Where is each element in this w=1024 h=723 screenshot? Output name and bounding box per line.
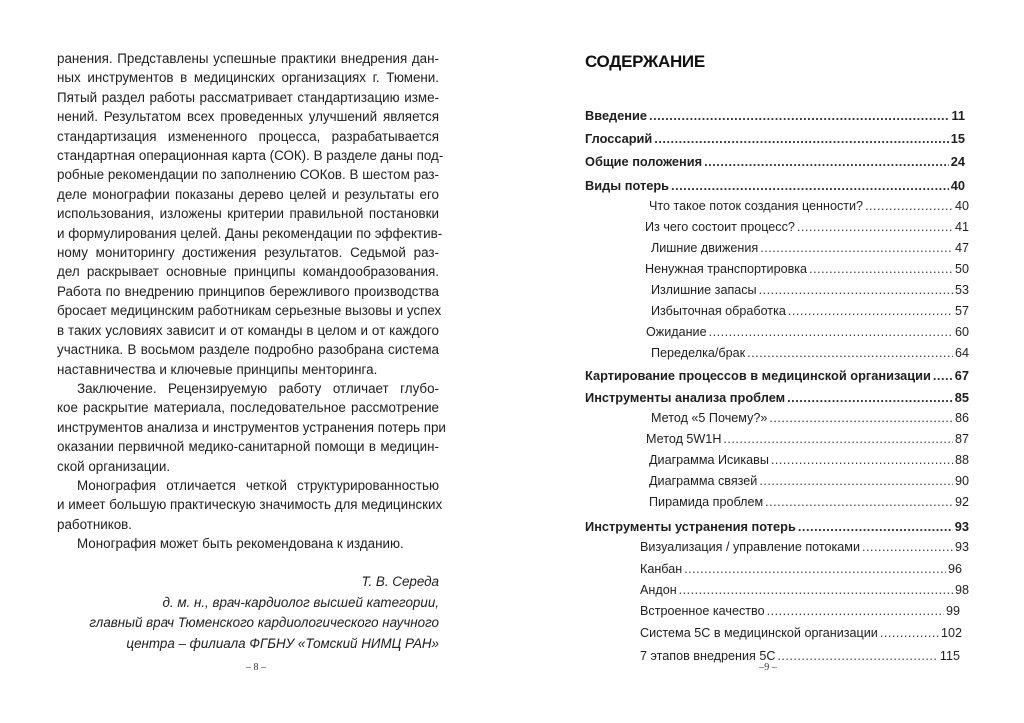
paragraph <box>57 379 446 476</box>
toc-entry-label: Ненужная транспортировка <box>645 262 808 276</box>
text-line: Работа по внедрению принципов бережливого производства <box>57 283 439 299</box>
toc-entry-label: Картирование процессов в медицинской организации <box>585 368 931 383</box>
text-line: инструментов анализа и инструментов устранения потерь при <box>57 419 446 435</box>
toc-section-entry[interactable] <box>585 131 965 146</box>
toc-subsection-entry[interactable] <box>646 325 969 339</box>
right-page <box>512 0 1024 723</box>
toc-entry-label: Общие положения <box>585 154 703 169</box>
toc-section-entry[interactable] <box>585 390 969 405</box>
text-line: стандартизация измененного процесса, разрабатывается <box>57 128 439 144</box>
toc-entry-page-number: 11 <box>951 108 965 123</box>
toc-entry-page-number: 85 <box>954 390 969 405</box>
toc-entry-page-number: 15 <box>950 131 965 146</box>
toc-section-entry[interactable] <box>585 519 969 534</box>
toc-entry-page-number: 41 <box>954 220 969 234</box>
toc-entry-label: Метод «5 Почему?» <box>651 411 768 425</box>
text-line: бросает медицинским работникам серьезные вызовы и успех <box>57 303 442 319</box>
toc-subsection-entry[interactable] <box>649 495 969 509</box>
toc-subsection-entry[interactable] <box>649 199 969 213</box>
toc-section-entry[interactable] <box>585 108 965 123</box>
toc-entry-label: Встроенное качество <box>640 604 765 618</box>
toc-entry-label: Диаграмма связей <box>649 474 758 488</box>
toc-entry-label: Пирамида проблем <box>649 495 764 509</box>
toc-subsection-entry[interactable] <box>646 432 969 446</box>
toc-entry-page-number: 102 <box>940 626 962 640</box>
toc-section-entry[interactable] <box>585 154 965 169</box>
toc-dot-leader <box>777 649 937 663</box>
toc-dot-leader <box>933 368 953 383</box>
toc-entry-page-number: 115 <box>939 649 960 663</box>
toc-entry-label: Канбан <box>640 562 683 576</box>
toc-entry-page-number: 96 <box>947 562 962 576</box>
toc-entry-label: Переделка/брак <box>651 346 746 360</box>
toc-dot-leader <box>704 154 949 169</box>
reviewer-title-line-1: д. м. н., врач-кардиолог высшей категории, <box>162 594 439 610</box>
text-line: Монография отличается четкой структурированностью <box>77 477 439 493</box>
toc-entry-label: Андон <box>640 583 677 597</box>
toc-entry-page-number: 90 <box>954 474 969 488</box>
toc-dot-leader <box>865 199 953 213</box>
toc-dot-leader <box>649 108 949 123</box>
toc-dot-leader <box>788 304 953 318</box>
reviewer-name: Т. В. Середа <box>361 574 439 589</box>
text-line: ных инструментов в медицинских организациях г. Тюмени. <box>57 70 439 86</box>
toc-entry-page-number: 99 <box>945 604 960 618</box>
text-line: Заключение. Рецензируемую работу отличает глубо- <box>77 380 439 396</box>
text-line: оказании первичной медико-санитарной помощи в медицин- <box>57 439 439 455</box>
toc-subsection-entry[interactable] <box>651 346 969 360</box>
toc-entry-page-number: 47 <box>954 241 969 255</box>
toc-entry-page-number: 53 <box>954 283 969 297</box>
toc-entry-label: 7 этапов внедрения 5С <box>640 649 776 663</box>
text-line: Пятый раздел работы рассматривает стандартизацию изме- <box>57 89 439 105</box>
toc-entry-page-number: 87 <box>954 432 969 446</box>
page-number-right: –9 – <box>759 662 777 673</box>
toc-entry-label: Излишние запасы <box>651 283 757 297</box>
toc-entry-page-number: 24 <box>950 154 965 169</box>
reviewer-signature <box>19 572 439 654</box>
review-text <box>57 49 446 554</box>
toc-dot-leader <box>679 583 953 597</box>
toc-dot-leader <box>787 390 953 405</box>
toc-dot-leader <box>759 474 953 488</box>
toc-title: СОДЕРЖАНИЕ <box>585 52 705 71</box>
paragraph <box>57 476 443 534</box>
toc-subsection-entry[interactable] <box>640 540 969 554</box>
toc-subsection-entry[interactable] <box>651 411 969 425</box>
toc-dot-leader <box>809 262 953 276</box>
toc-subsection-entry[interactable] <box>640 604 960 618</box>
toc-entry-page-number: 93 <box>954 540 969 554</box>
text-line: использования, изложены критерии правильной постановки <box>57 206 439 222</box>
toc-entry-page-number: 40 <box>950 178 965 193</box>
toc-entry-page-number: 98 <box>954 583 969 597</box>
toc-entry-label: Из чего состоит процесс? <box>645 220 795 234</box>
toc-dot-leader <box>671 178 949 193</box>
text-line: деле монографии показаны дерево целей и результаты его <box>57 186 439 202</box>
toc-dot-leader <box>759 283 953 297</box>
toc-dot-leader <box>862 540 953 554</box>
text-line: дел раскрывает основные принципы командообразования. <box>57 264 439 280</box>
toc-entry-label: Инструменты анализа проблем <box>585 390 786 405</box>
text-line: наставничества и ключевые принципы менторинга. <box>57 361 378 377</box>
reviewer-title-line-3: центра – филиала ФГБНУ «Томский НИМЦ РАН» <box>126 635 439 651</box>
toc-entry-page-number: 93 <box>954 519 969 534</box>
toc-dot-leader <box>765 495 953 509</box>
toc-entry-label: Система 5С в медицинской организации <box>640 626 878 640</box>
toc-entry-label: Лишние движения <box>651 241 759 255</box>
toc-entry-label: Что такое поток создания ценности? <box>649 199 864 213</box>
text-line: ской организации. <box>57 458 171 474</box>
toc-section-entry[interactable] <box>585 368 969 383</box>
toc-entry-label: Метод 5W1H <box>646 432 722 446</box>
toc-entry-page-number: 86 <box>954 411 969 425</box>
text-line: ному мониторингу достижения результатов. Седьмой раз- <box>57 245 439 261</box>
toc-section-entry[interactable] <box>585 178 965 193</box>
text-line: стандартная операционная карта (СОК). В разделе даны под- <box>57 148 444 164</box>
toc-dot-leader <box>709 325 953 339</box>
toc-entry-page-number: 50 <box>954 262 969 276</box>
toc-dot-leader <box>654 131 948 146</box>
text-line: кое раскрытие материала, последовательное рассмотрение <box>57 400 439 416</box>
toc-subsection-entry[interactable] <box>645 262 969 276</box>
toc-entry-page-number: 57 <box>954 304 969 318</box>
toc-entry-label: Ожидание <box>646 325 707 339</box>
toc-entry-page-number: 92 <box>954 495 969 509</box>
text-line: и имеет большую практическую значимость для медицинских <box>57 497 443 513</box>
toc-subsection-entry[interactable] <box>640 562 962 576</box>
toc-entry-page-number: 40 <box>954 199 969 213</box>
toc-entry-label: Диаграмма Исикавы <box>649 453 769 467</box>
toc-dot-leader <box>747 346 953 360</box>
toc-subsection-entry[interactable] <box>640 649 960 663</box>
toc-dot-leader <box>760 241 953 255</box>
text-line: ранения. Представлены успешные практики внедрения дан- <box>57 51 439 66</box>
toc-subsection-entry[interactable] <box>649 474 969 488</box>
toc-subsection-entry[interactable] <box>651 304 969 318</box>
text-line: в таких условиях зависит и от команды в целом и от каждого <box>57 322 439 338</box>
toc-entry-label: Избыточная обработка <box>651 304 786 318</box>
toc-dot-leader <box>880 626 939 640</box>
toc-entry-label: Виды потерь <box>585 178 670 193</box>
toc-dot-leader <box>684 562 946 576</box>
page-number-left: – 8 – <box>246 662 266 673</box>
text-line: нений. Результатом всех проведенных улучшений является <box>57 109 439 125</box>
paragraph <box>57 534 439 553</box>
toc-entry-label: Глоссарий <box>585 131 653 146</box>
toc-subsection-entry[interactable] <box>651 283 969 297</box>
reviewer-title-line-2: главный врач Тюменского кардиологического научного <box>89 615 439 630</box>
toc-subsection-entry[interactable] <box>651 241 969 255</box>
text-line: работников. <box>57 516 133 532</box>
toc-entry-page-number: 88 <box>954 453 969 467</box>
toc-entry-label: Инструменты устранения потерь <box>585 519 796 534</box>
toc-dot-leader <box>797 220 953 234</box>
text-line: робные рекомендации по заполнению СОКов. В шестом раз- <box>57 167 439 183</box>
toc-dot-leader <box>769 411 953 425</box>
toc-dot-leader <box>767 604 944 618</box>
toc-entry-page-number: 67 <box>954 368 969 383</box>
paragraph <box>57 49 444 379</box>
toc-entry-label: Визуализация / управление потоками <box>640 540 860 554</box>
toc-entry-label: Введение <box>585 108 648 123</box>
toc-subsection-entry[interactable] <box>645 220 969 234</box>
toc-subsection-entry[interactable] <box>640 583 969 597</box>
toc-subsection-entry[interactable] <box>640 626 962 640</box>
toc-dot-leader <box>723 432 953 446</box>
toc-dot-leader <box>798 519 953 534</box>
toc-dot-leader <box>771 453 953 467</box>
toc-entry-page-number: 60 <box>954 325 969 339</box>
text-line: Монография может быть рекомендована к изданию. <box>77 536 404 552</box>
text-line: и формулирования целей. Даны рекомендации по эффектив- <box>57 225 443 241</box>
toc-entry-page-number: 64 <box>954 346 969 360</box>
toc-subsection-entry[interactable] <box>649 453 969 467</box>
text-line: участника. В восьмом разделе подробно разобрана система <box>57 342 439 358</box>
